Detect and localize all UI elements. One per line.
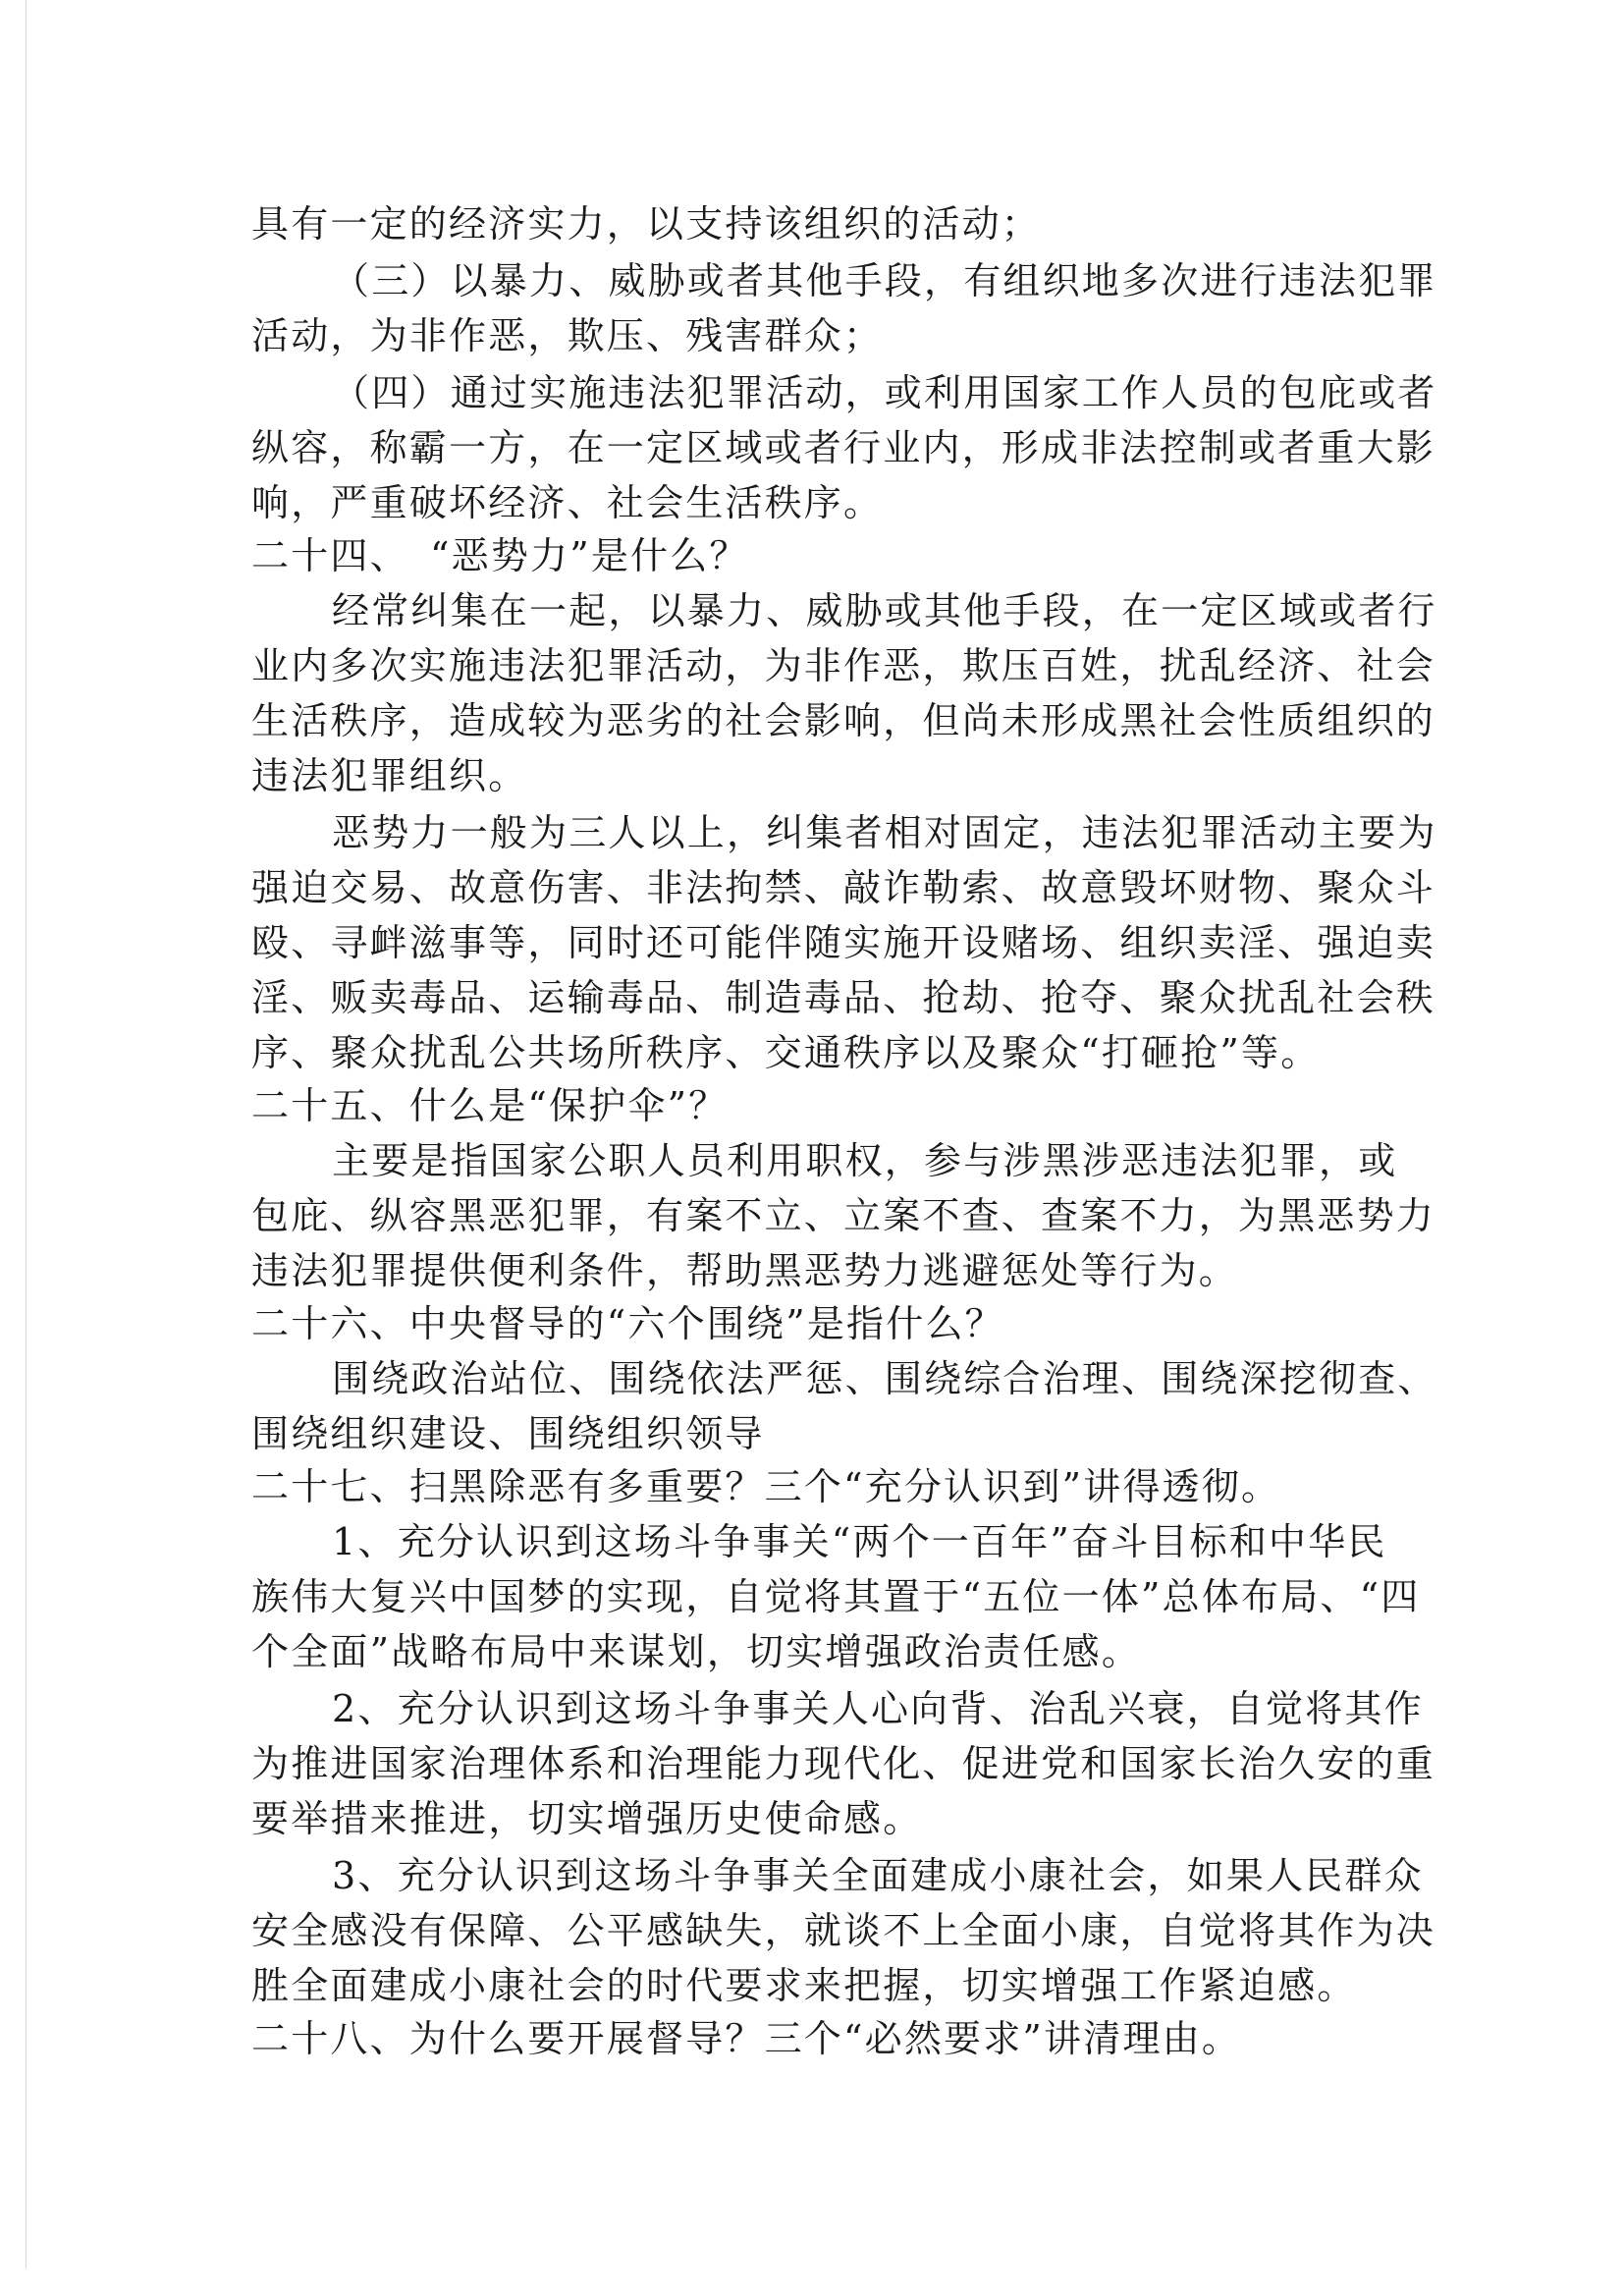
section-heading: 二十六、中央督导的“六个围绕”是指什么？ — [251, 1302, 1004, 1345]
text-line: 具有一定的经济实力，以支持该组织的活动； — [251, 202, 1042, 246]
text-line: 族伟大复兴中国梦的实现，自觉将其置于“五位一体”总体布局、“四 — [251, 1575, 1421, 1618]
scan-edge-line — [26, 0, 27, 2269]
text-line: （三）以暴力、威胁或者其他手段，有组织地多次进行违法犯罪 — [332, 259, 1437, 302]
text-line: 包庇、纵容黑恶犯罪，有案不立、立案不查、查案不力，为黑恶势力 — [251, 1194, 1436, 1237]
text-line: 个全面”战略布局中来谋划，切实增强政治责任感。 — [251, 1630, 1142, 1673]
section-heading: 二十四、 “恶势力”是什么？ — [251, 534, 749, 577]
text-line: 强迫交易、故意伤害、非法拘禁、敲诈勒索、故意毁坏财物、聚众斗 — [251, 866, 1436, 909]
text-line: 生活秩序，造成较为恶劣的社会影响，但尚未形成黑社会性质组织的 — [251, 699, 1436, 742]
text-line: 序、聚众扰乱公共场所秩序、交通秩序以及聚众“打砸抢”等。 — [251, 1031, 1321, 1074]
text-line: 业内多次实施违法犯罪活动，为非作恶，欺压百姓，扰乱经济、社会 — [251, 644, 1436, 687]
text-line: 违法犯罪提供便利条件，帮助黑恶势力逃避惩处等行为。 — [251, 1249, 1239, 1292]
text-line: 殴、寻衅滋事等，同时还可能伴随实施开设赌场、组织卖淫、强迫卖 — [251, 921, 1436, 964]
text-line: 3、充分认识到这场斗争事关全面建成小康社会，如果人民群众 — [332, 1854, 1424, 1897]
text-line: 活动，为非作恶，欺压、残害群众； — [251, 314, 884, 357]
text-line: 胜全面建成小康社会的时代要求来把握，切实增强工作紧迫感。 — [251, 1964, 1357, 2007]
text-line: 围绕政治站位、围绕依法严惩、围绕综合治理、围绕深挖彻查、 — [332, 1357, 1437, 1400]
text-line: 2、充分认识到这场斗争事关人心向背、治乱兴衰，自觉将其作 — [332, 1687, 1424, 1730]
text-line: 围绕组织建设、围绕组织领导 — [251, 1412, 765, 1455]
text-line: 违法犯罪组织。 — [251, 754, 528, 797]
section-heading: 二十八、为什么要开展督导？三个“必然要求”讲清理由。 — [251, 2017, 1242, 2060]
section-heading: 二十五、什么是“保护伞”？ — [251, 1084, 729, 1127]
text-line: 经常纠集在一起，以暴力、威胁或其他手段，在一定区域或者行 — [332, 589, 1437, 632]
text-line: 响，严重破坏经济、社会生活秩序。 — [251, 481, 884, 524]
text-line: 纵容，称霸一方，在一定区域或者行业内，形成非法控制或者重大影 — [251, 426, 1436, 469]
text-line: 安全感没有保障、公平感缺失，就谈不上全面小康，自觉将其作为决 — [251, 1909, 1436, 1952]
text-line: 恶势力一般为三人以上，纠集者相对固定，违法犯罪活动主要为 — [332, 811, 1437, 854]
text-line: 为推进国家治理体系和治理能力现代化、促进党和国家长治久安的重 — [251, 1742, 1436, 1785]
section-heading: 二十七、扫黑除恶有多重要？三个“充分认识到”讲得透彻。 — [251, 1465, 1281, 1508]
text-line: 淫、贩卖毒品、运输毒品、制造毒品、抢劫、抢夺、聚众扰乱社会秩 — [251, 976, 1436, 1019]
text-line: （四）通过实施违法犯罪活动，或利用国家工作人员的包庇或者 — [332, 371, 1437, 414]
text-line: 要举措来推进，切实增强历史使命感。 — [251, 1797, 923, 1840]
text-line: 主要是指国家公职人员利用职权，参与涉黑涉恶违法犯罪，或 — [332, 1139, 1398, 1182]
text-line: 1、充分认识到这场斗争事关“两个一百年”奋斗目标和中华民 — [332, 1520, 1387, 1563]
